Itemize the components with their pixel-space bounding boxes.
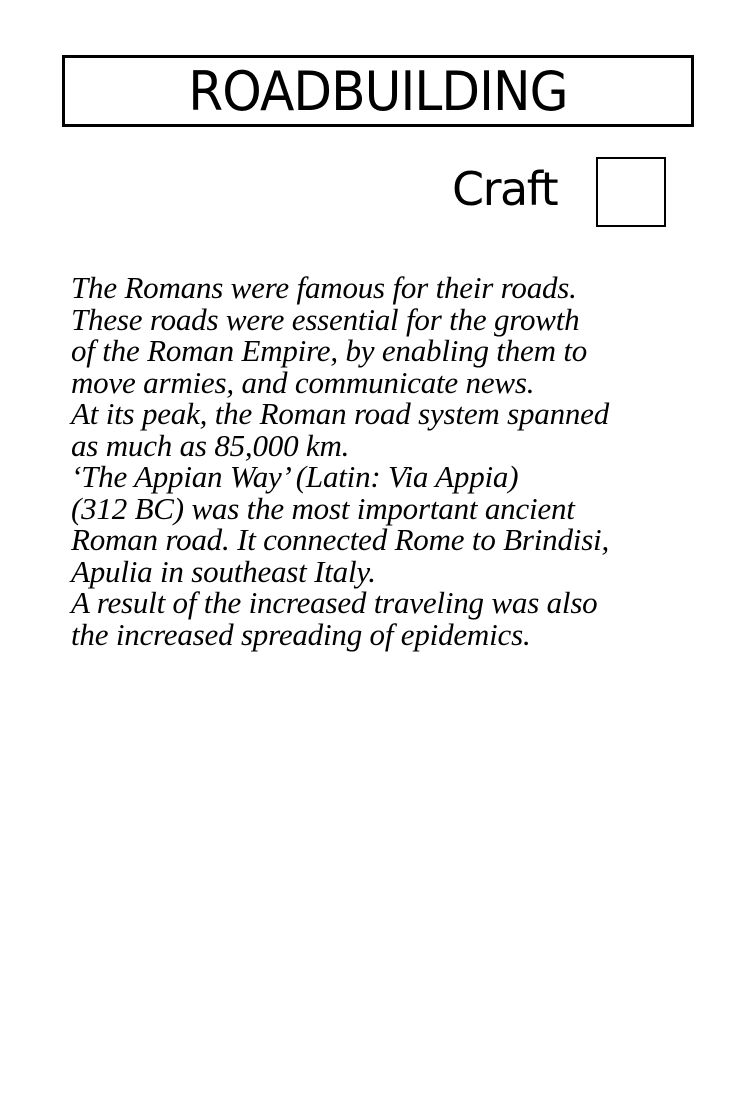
category-row (0, 0, 756, 240)
body-line: of the Roman Empire, by enabling them to (71, 333, 588, 368)
body-line: the increased spreading of epidemics. (71, 616, 531, 652)
body-line: Apulia in southeast Italy. (71, 553, 376, 589)
category-label: Craft (452, 162, 558, 216)
body-line: as much as 85,000 km. (71, 427, 350, 463)
body-line: ‘The Appian Way’ (Latin: Via Appia) (71, 459, 519, 494)
category-checkbox[interactable] (596, 157, 666, 227)
body-line: At its peak, the Roman road system spanned (71, 396, 610, 431)
card-body-text (71, 272, 711, 650)
body-line: (312 BC) was the most important ancient (71, 490, 575, 526)
card-title: ROADBUILDING (188, 60, 568, 123)
body-line: The Romans were famous for their roads. (71, 270, 577, 305)
body-line: move armies, and communicate news. (71, 364, 535, 400)
body-line: Roman road. It connected Rome to Brindisi, (71, 522, 610, 557)
body-line: These roads were essential for the growth (71, 301, 580, 337)
body-line: A result of the increased traveling was also (71, 585, 598, 620)
